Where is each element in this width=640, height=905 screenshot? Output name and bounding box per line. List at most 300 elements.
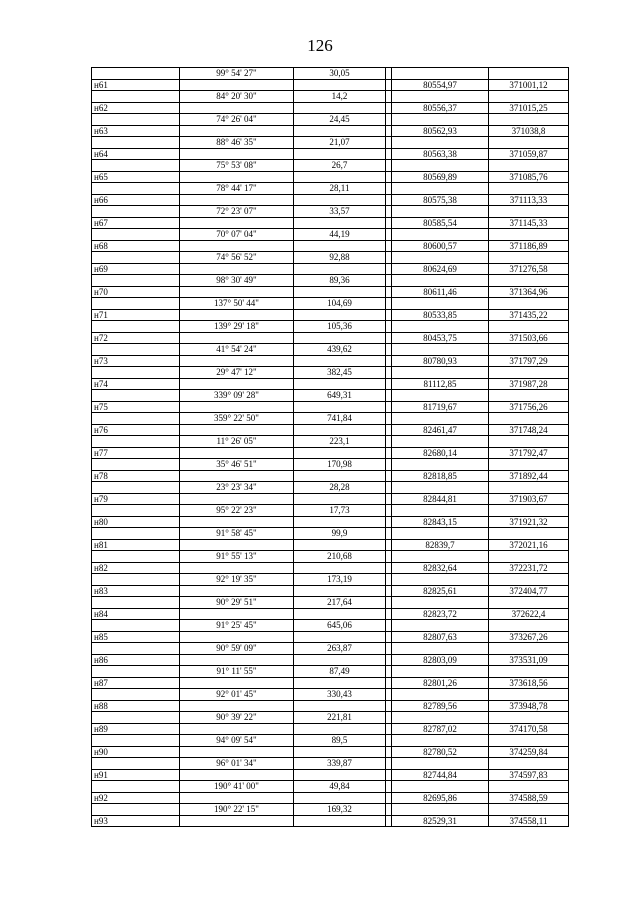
x-coord-cell: 80624,69 — [392, 263, 489, 275]
angle-cell — [180, 608, 294, 620]
angle-cell — [180, 654, 294, 666]
x-coord-cell: 80554,97 — [392, 79, 489, 91]
segment-row — [92, 367, 569, 379]
point-name-cell: н88 — [92, 700, 180, 712]
angle-cell — [180, 516, 294, 528]
point-name-cell — [92, 183, 180, 195]
length-cell — [294, 539, 386, 551]
length-cell — [294, 447, 386, 459]
length-cell: 99,9 — [294, 528, 386, 540]
angle-cell: 96° 01' 34" — [180, 758, 294, 770]
segment-row — [92, 436, 569, 448]
x-coord-cell — [392, 620, 489, 632]
y-coord-cell — [489, 735, 569, 747]
segment-row — [92, 160, 569, 172]
point-name-cell — [92, 321, 180, 333]
length-cell: 26,7 — [294, 160, 386, 172]
length-cell: 14,2 — [294, 91, 386, 103]
x-coord-cell: 82780,52 — [392, 746, 489, 758]
x-coord-cell: 82807,63 — [392, 631, 489, 643]
segment-row — [92, 666, 569, 678]
angle-cell — [180, 769, 294, 781]
point-row — [92, 815, 569, 827]
segment-row — [92, 712, 569, 724]
length-cell: 30,05 — [294, 68, 386, 80]
x-coord-cell — [392, 137, 489, 149]
point-row — [92, 286, 569, 298]
segment-row — [92, 505, 569, 517]
y-coord-cell — [489, 459, 569, 471]
y-coord-cell: 372231,72 — [489, 562, 569, 574]
y-coord-cell — [489, 666, 569, 678]
length-cell — [294, 79, 386, 91]
point-name-cell: н79 — [92, 493, 180, 505]
y-coord-cell: 374597,83 — [489, 769, 569, 781]
point-row — [92, 769, 569, 781]
angle-cell: 41° 54' 24" — [180, 344, 294, 356]
point-name-cell: н63 — [92, 125, 180, 137]
segment-row — [92, 528, 569, 540]
angle-cell: 11° 26' 05" — [180, 436, 294, 448]
length-cell: 645,06 — [294, 620, 386, 632]
point-name-cell: н67 — [92, 217, 180, 229]
segment-row — [92, 735, 569, 747]
y-coord-cell: 371892,44 — [489, 470, 569, 482]
length-cell: 104,69 — [294, 298, 386, 310]
x-coord-cell — [392, 275, 489, 287]
point-name-cell — [92, 781, 180, 793]
angle-cell: 91° 58' 45" — [180, 528, 294, 540]
point-name-cell: н68 — [92, 240, 180, 252]
point-name-cell: н76 — [92, 424, 180, 436]
length-cell — [294, 585, 386, 597]
y-coord-cell — [489, 206, 569, 218]
segment-row — [92, 298, 569, 310]
y-coord-cell — [489, 68, 569, 80]
point-row — [92, 585, 569, 597]
x-coord-cell — [392, 689, 489, 701]
point-name-cell: н64 — [92, 148, 180, 160]
x-coord-cell — [392, 597, 489, 609]
point-name-cell — [92, 390, 180, 402]
angle-cell: 359° 22' 50" — [180, 413, 294, 425]
x-coord-cell: 80585,54 — [392, 217, 489, 229]
y-coord-cell — [489, 482, 569, 494]
point-name-cell: н73 — [92, 355, 180, 367]
point-row — [92, 608, 569, 620]
x-coord-cell: 80569,89 — [392, 171, 489, 183]
x-coord-cell: 80600,57 — [392, 240, 489, 252]
table-body — [92, 68, 569, 827]
y-coord-cell — [489, 160, 569, 172]
x-coord-cell: 80562,93 — [392, 125, 489, 137]
length-cell — [294, 332, 386, 344]
y-coord-cell — [489, 804, 569, 816]
point-row — [92, 309, 569, 321]
length-cell: 439,62 — [294, 344, 386, 356]
point-row — [92, 125, 569, 137]
angle-cell — [180, 700, 294, 712]
y-coord-cell — [489, 114, 569, 126]
point-name-cell: н77 — [92, 447, 180, 459]
x-coord-cell: 82832,64 — [392, 562, 489, 574]
x-coord-cell: 80533,85 — [392, 309, 489, 321]
y-coord-cell: 371748,24 — [489, 424, 569, 436]
point-name-cell — [92, 758, 180, 770]
segment-row — [92, 390, 569, 402]
angle-cell — [180, 539, 294, 551]
angle-cell — [180, 148, 294, 160]
x-coord-cell: 82803,09 — [392, 654, 489, 666]
segment-row — [92, 413, 569, 425]
point-name-cell — [92, 459, 180, 471]
x-coord-cell: 82789,56 — [392, 700, 489, 712]
point-row — [92, 792, 569, 804]
length-cell — [294, 240, 386, 252]
angle-cell: 99° 54' 27" — [180, 68, 294, 80]
angle-cell: 91° 55' 13" — [180, 551, 294, 563]
point-row — [92, 148, 569, 160]
segment-row — [92, 620, 569, 632]
y-coord-cell — [489, 712, 569, 724]
y-coord-cell — [489, 91, 569, 103]
x-coord-cell: 82801,26 — [392, 677, 489, 689]
point-row — [92, 723, 569, 735]
length-cell: 741,84 — [294, 413, 386, 425]
point-name-cell: н86 — [92, 654, 180, 666]
point-name-cell: н65 — [92, 171, 180, 183]
angle-cell: 74° 26' 04" — [180, 114, 294, 126]
x-coord-cell: 82843,15 — [392, 516, 489, 528]
point-row — [92, 424, 569, 436]
length-cell — [294, 516, 386, 528]
x-coord-cell — [392, 505, 489, 517]
length-cell — [294, 631, 386, 643]
y-coord-cell — [489, 597, 569, 609]
x-coord-cell: 82818,85 — [392, 470, 489, 482]
y-coord-cell — [489, 528, 569, 540]
x-coord-cell — [392, 666, 489, 678]
point-row — [92, 470, 569, 482]
point-name-cell — [92, 91, 180, 103]
point-name-cell — [92, 666, 180, 678]
length-cell — [294, 746, 386, 758]
angle-cell: 92° 19' 35" — [180, 574, 294, 586]
point-row — [92, 447, 569, 459]
point-name-cell — [92, 528, 180, 540]
x-coord-cell: 80611,46 — [392, 286, 489, 298]
y-coord-cell: 374170,58 — [489, 723, 569, 735]
angle-cell — [180, 562, 294, 574]
y-coord-cell: 371001,12 — [489, 79, 569, 91]
length-cell: 89,5 — [294, 735, 386, 747]
segment-row — [92, 183, 569, 195]
point-name-cell: н84 — [92, 608, 180, 620]
segment-row — [92, 229, 569, 241]
angle-cell: 74° 56' 52" — [180, 252, 294, 264]
point-name-cell: н87 — [92, 677, 180, 689]
angle-cell: 78° 44' 17" — [180, 183, 294, 195]
x-coord-cell — [392, 712, 489, 724]
point-name-cell: н83 — [92, 585, 180, 597]
x-coord-cell — [392, 390, 489, 402]
x-coord-cell — [392, 91, 489, 103]
y-coord-cell: 373267,26 — [489, 631, 569, 643]
length-cell: 87,49 — [294, 666, 386, 678]
point-name-cell — [92, 712, 180, 724]
x-coord-cell — [392, 206, 489, 218]
y-coord-cell — [489, 252, 569, 264]
y-coord-cell — [489, 367, 569, 379]
x-coord-cell — [392, 321, 489, 333]
angle-cell: 339° 09' 28" — [180, 390, 294, 402]
y-coord-cell — [489, 436, 569, 448]
angle-cell — [180, 217, 294, 229]
point-name-cell — [92, 804, 180, 816]
x-coord-cell: 82680,14 — [392, 447, 489, 459]
length-cell — [294, 286, 386, 298]
length-cell: 649,31 — [294, 390, 386, 402]
point-name-cell: н72 — [92, 332, 180, 344]
y-coord-cell: 371435,22 — [489, 309, 569, 321]
x-coord-cell: 80575,38 — [392, 194, 489, 206]
segment-row — [92, 804, 569, 816]
length-cell — [294, 654, 386, 666]
y-coord-cell: 371987,28 — [489, 378, 569, 390]
y-coord-cell — [489, 620, 569, 632]
point-name-cell: н75 — [92, 401, 180, 413]
angle-cell: 139° 29' 18" — [180, 321, 294, 333]
angle-cell: 92° 01' 45" — [180, 689, 294, 701]
angle-cell — [180, 815, 294, 827]
y-coord-cell: 373531,09 — [489, 654, 569, 666]
x-coord-cell: 82825,61 — [392, 585, 489, 597]
angle-cell — [180, 194, 294, 206]
y-coord-cell — [489, 344, 569, 356]
length-cell — [294, 309, 386, 321]
length-cell — [294, 493, 386, 505]
x-coord-cell: 82744,84 — [392, 769, 489, 781]
point-row — [92, 631, 569, 643]
y-coord-cell: 371015,25 — [489, 102, 569, 114]
x-coord-cell: 80780,93 — [392, 355, 489, 367]
point-name-cell: н93 — [92, 815, 180, 827]
y-coord-cell: 371503,66 — [489, 332, 569, 344]
x-coord-cell — [392, 229, 489, 241]
point-name-cell — [92, 643, 180, 655]
angle-cell: 29° 47' 12" — [180, 367, 294, 379]
y-coord-cell — [489, 183, 569, 195]
segment-row — [92, 252, 569, 264]
point-name-cell — [92, 160, 180, 172]
angle-cell — [180, 447, 294, 459]
angle-cell: 88° 46' 35" — [180, 137, 294, 149]
point-name-cell: н82 — [92, 562, 180, 574]
y-coord-cell — [489, 321, 569, 333]
y-coord-cell: 371756,26 — [489, 401, 569, 413]
angle-cell: 84° 20' 30" — [180, 91, 294, 103]
angle-cell — [180, 171, 294, 183]
point-name-cell — [92, 114, 180, 126]
point-row — [92, 355, 569, 367]
length-cell: 28,28 — [294, 482, 386, 494]
point-name-cell: н80 — [92, 516, 180, 528]
x-coord-cell — [392, 252, 489, 264]
length-cell — [294, 355, 386, 367]
angle-cell — [180, 378, 294, 390]
point-name-cell: н91 — [92, 769, 180, 781]
y-coord-cell: 371903,67 — [489, 493, 569, 505]
x-coord-cell: 80563,38 — [392, 148, 489, 160]
x-coord-cell — [392, 574, 489, 586]
x-coord-cell: 82839,7 — [392, 539, 489, 551]
angle-cell: 137° 50' 44" — [180, 298, 294, 310]
segment-row — [92, 206, 569, 218]
angle-cell — [180, 631, 294, 643]
length-cell: 92,88 — [294, 252, 386, 264]
point-row — [92, 79, 569, 91]
segment-row — [92, 781, 569, 793]
angle-cell: 90° 29' 51" — [180, 597, 294, 609]
point-row — [92, 102, 569, 114]
point-row — [92, 700, 569, 712]
x-coord-cell — [392, 68, 489, 80]
point-name-cell — [92, 482, 180, 494]
segment-row — [92, 482, 569, 494]
angle-cell — [180, 677, 294, 689]
angle-cell — [180, 470, 294, 482]
y-coord-cell: 371921,32 — [489, 516, 569, 528]
x-coord-cell: 82844,81 — [392, 493, 489, 505]
x-coord-cell: 82787,02 — [392, 723, 489, 735]
x-coord-cell — [392, 482, 489, 494]
y-coord-cell — [489, 574, 569, 586]
point-name-cell: н92 — [92, 792, 180, 804]
point-row — [92, 654, 569, 666]
y-coord-cell: 371059,87 — [489, 148, 569, 160]
length-cell: 89,36 — [294, 275, 386, 287]
point-name-cell — [92, 229, 180, 241]
x-coord-cell: 81112,85 — [392, 378, 489, 390]
y-coord-cell — [489, 413, 569, 425]
point-name-cell — [92, 137, 180, 149]
angle-cell — [180, 286, 294, 298]
angle-cell — [180, 746, 294, 758]
y-coord-cell: 371792,47 — [489, 447, 569, 459]
segment-row — [92, 689, 569, 701]
point-row — [92, 562, 569, 574]
length-cell: 170,98 — [294, 459, 386, 471]
y-coord-cell: 371364,96 — [489, 286, 569, 298]
point-name-cell — [92, 298, 180, 310]
angle-cell: 35° 46' 51" — [180, 459, 294, 471]
x-coord-cell — [392, 160, 489, 172]
point-row — [92, 516, 569, 528]
angle-cell — [180, 79, 294, 91]
segment-row — [92, 114, 569, 126]
point-name-cell — [92, 505, 180, 517]
angle-cell: 90° 59' 09" — [180, 643, 294, 655]
angle-cell — [180, 723, 294, 735]
point-row — [92, 677, 569, 689]
segment-row — [92, 643, 569, 655]
length-cell: 17,73 — [294, 505, 386, 517]
length-cell — [294, 700, 386, 712]
length-cell: 382,45 — [294, 367, 386, 379]
length-cell: 44,19 — [294, 229, 386, 241]
point-row — [92, 401, 569, 413]
point-name-cell — [92, 551, 180, 563]
angle-cell: 90° 39' 22" — [180, 712, 294, 724]
length-cell — [294, 217, 386, 229]
y-coord-cell: 371113,33 — [489, 194, 569, 206]
angle-cell — [180, 125, 294, 137]
length-cell: 221,81 — [294, 712, 386, 724]
angle-cell: 72° 23' 07" — [180, 206, 294, 218]
length-cell — [294, 263, 386, 275]
x-coord-cell: 82529,31 — [392, 815, 489, 827]
x-coord-cell — [392, 413, 489, 425]
segment-row — [92, 321, 569, 333]
point-name-cell — [92, 206, 180, 218]
x-coord-cell: 82695,86 — [392, 792, 489, 804]
length-cell: 105,36 — [294, 321, 386, 333]
angle-cell — [180, 263, 294, 275]
point-name-cell — [92, 252, 180, 264]
y-coord-cell: 371797,29 — [489, 355, 569, 367]
y-coord-cell — [489, 229, 569, 241]
segment-row — [92, 344, 569, 356]
segment-row — [92, 137, 569, 149]
length-cell — [294, 815, 386, 827]
segment-row — [92, 275, 569, 287]
y-coord-cell: 373618,56 — [489, 677, 569, 689]
angle-cell: 75° 53' 08" — [180, 160, 294, 172]
angle-cell: 190° 22' 15" — [180, 804, 294, 816]
y-coord-cell — [489, 781, 569, 793]
length-cell — [294, 401, 386, 413]
y-coord-cell: 372021,16 — [489, 539, 569, 551]
segment-row — [92, 597, 569, 609]
angle-cell: 94° 09' 54" — [180, 735, 294, 747]
y-coord-cell — [489, 298, 569, 310]
y-coord-cell — [489, 758, 569, 770]
x-coord-cell: 82823,72 — [392, 608, 489, 620]
angle-cell: 98° 30' 49" — [180, 275, 294, 287]
point-name-cell: н74 — [92, 378, 180, 390]
point-row — [92, 217, 569, 229]
point-row — [92, 746, 569, 758]
point-name-cell: н85 — [92, 631, 180, 643]
x-coord-cell — [392, 183, 489, 195]
point-name-cell — [92, 689, 180, 701]
length-cell: 330,43 — [294, 689, 386, 701]
length-cell: 49,84 — [294, 781, 386, 793]
length-cell — [294, 470, 386, 482]
page-number: 126 — [307, 36, 333, 55]
x-coord-cell — [392, 114, 489, 126]
y-coord-cell: 374259,84 — [489, 746, 569, 758]
y-coord-cell — [489, 137, 569, 149]
coordinates-table — [91, 67, 569, 827]
y-coord-cell: 374558,11 — [489, 815, 569, 827]
x-coord-cell — [392, 344, 489, 356]
segment-row — [92, 758, 569, 770]
point-name-cell: н66 — [92, 194, 180, 206]
y-coord-cell — [489, 689, 569, 701]
point-row — [92, 171, 569, 183]
y-coord-cell: 372404,77 — [489, 585, 569, 597]
